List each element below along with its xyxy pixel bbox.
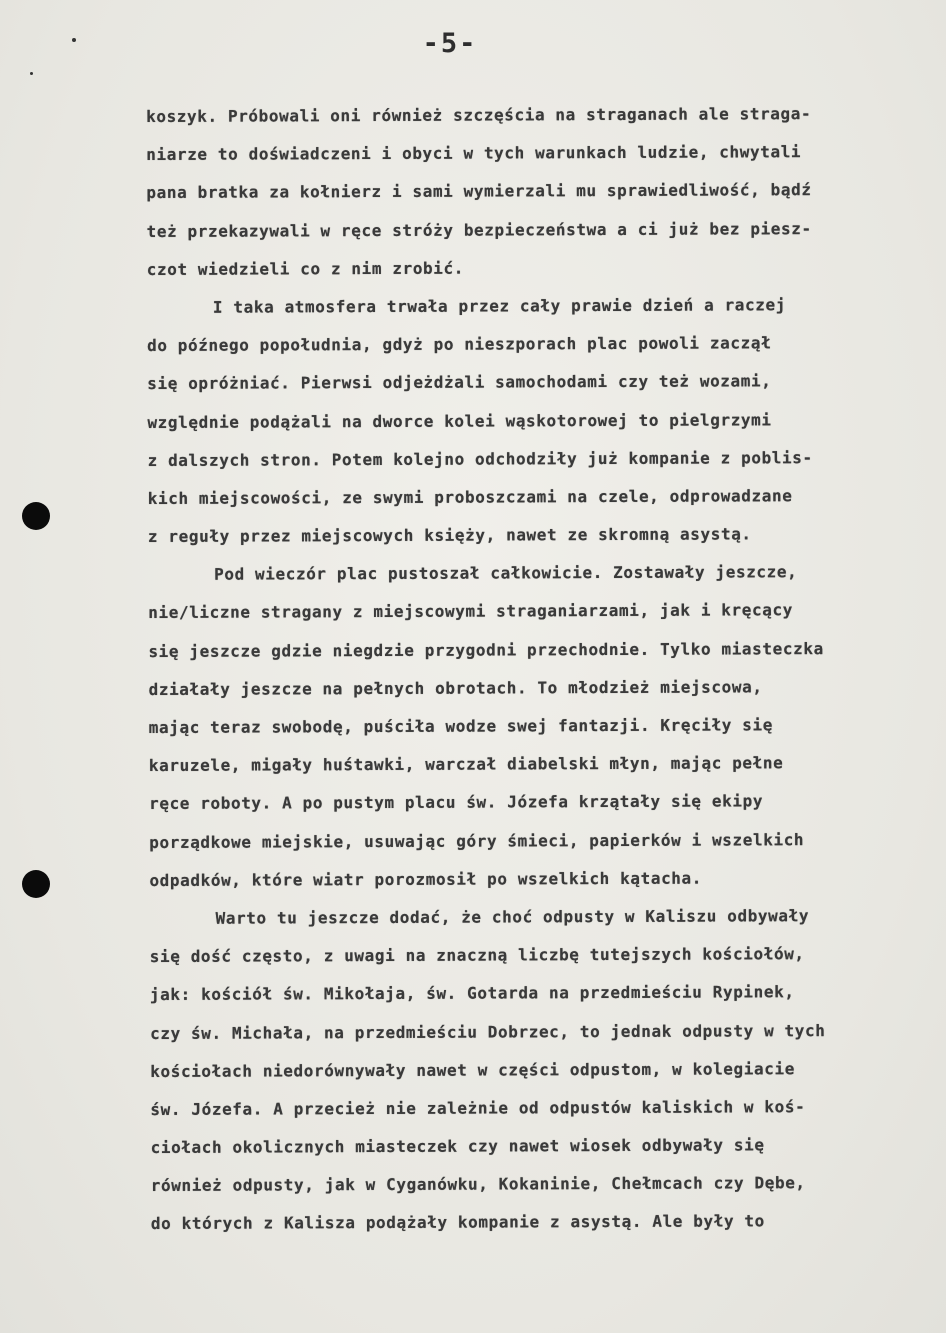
text-line: koszyk. Próbowali oni również szczęścia na straganach ale straga- <box>146 104 812 126</box>
text-line: odpadków, które wiatr porozmosił po wszelkich kątacha. <box>149 868 703 890</box>
text-line: porządkowe miejskie, usuwając góry śmieci, papierków i wszelkich <box>149 829 805 852</box>
text-line: karuzele, migały huśtawki, warczał diabelski młyn, mając pełne <box>148 753 784 776</box>
text-line: jak: kościół św. Mikołaja, św. Gotarda na przedmieściu Rypinek, <box>149 982 795 1005</box>
punch-hole-bottom <box>22 870 50 898</box>
text-line: kościołach niedorównywały nawet w części odpustom, w kolegiacie <box>150 1058 795 1081</box>
text-line: ręce roboty. A po pustym placu św. Józefa krzątały się ekipy <box>149 791 764 814</box>
ink-speck <box>30 72 33 75</box>
text-line: z reguły przez miejscowych księży, nawet ze skromną asystą. <box>147 524 752 547</box>
text-line: do których z Kalisza podążały kompanie z asystą. Ale były to <box>150 1211 765 1234</box>
text-line: św. Józefa. A przecież nie zależnie od odpustów kaliskich w koś- <box>150 1097 806 1119</box>
text-line: Warto tu jeszcze dodać, że choć odpusty w Kaliszu odbywały <box>215 906 810 928</box>
text-line: się dość często, z uwagi na znaczną liczbę tutejszych kościołów, <box>149 944 805 967</box>
page-number: -5- <box>422 28 478 59</box>
text-line: I taka atmosfera trwała przez cały prawie dzień a raczej <box>212 295 786 317</box>
text-line: się jeszcze gdzie niegdzie przygodni przechodnie. Tylko miasteczka <box>148 638 824 661</box>
text-line: ciołach okolicznych miasteczek czy nawet wiosek odbywały się <box>150 1135 765 1158</box>
text-line: również odpusty, jak w Cyganówku, Kokaninie, Chełmcach czy Dębe, <box>150 1173 806 1196</box>
text-line: się opróżniać. Pierwsi odjeżdżali samochodami czy też wozami, <box>147 371 772 394</box>
text-line: czot wiedzieli co z nim zrobić. <box>146 258 465 279</box>
text-line: kich miejscowości, ze swymi proboszczami na czele, odprowadzane <box>147 486 793 508</box>
text-line: działały jeszcze na pełnych obrotach. To młodzież miejscowa, <box>148 677 763 699</box>
text-line: też przekazywali w ręce stróży bezpieczeństwa a ci już bez piesz- <box>146 218 812 241</box>
text-line: Pod wieczór plac pustoszał całkowicie. Zostawały jeszcze, <box>214 562 798 584</box>
text-line: do późnego popołudnia, gdyż po nieszporach plac powoli zaczął <box>147 333 772 356</box>
typewritten-body <box>146 95 941 1244</box>
text-line: niarze to doświadczeni i obyci w tych warunkach ludzie, chwytali <box>146 142 802 165</box>
text-line: względnie podążali na dworce kolei wąskotorowej to pielgrzymi <box>147 409 772 432</box>
punch-hole-top <box>22 502 50 530</box>
text-line: nie/liczne stragany z miejscowymi straganiarzami, jak i kręcący <box>148 600 793 623</box>
ink-speck <box>72 38 76 42</box>
text-line: pana bratka za kołnierz i sami wymierzali mu sprawiedliwość, bądź <box>146 180 812 203</box>
text-line: z dalszych stron. Potem kolejno odchodziły już kompanie z poblis- <box>147 447 813 470</box>
text-line: czy św. Michała, na przedmieściu Dobrzec, to jednak odpusty w tych <box>150 1020 826 1043</box>
text-line: mając teraz swobodę, puściła wodze swej fantazji. Kręciły się <box>148 715 773 737</box>
